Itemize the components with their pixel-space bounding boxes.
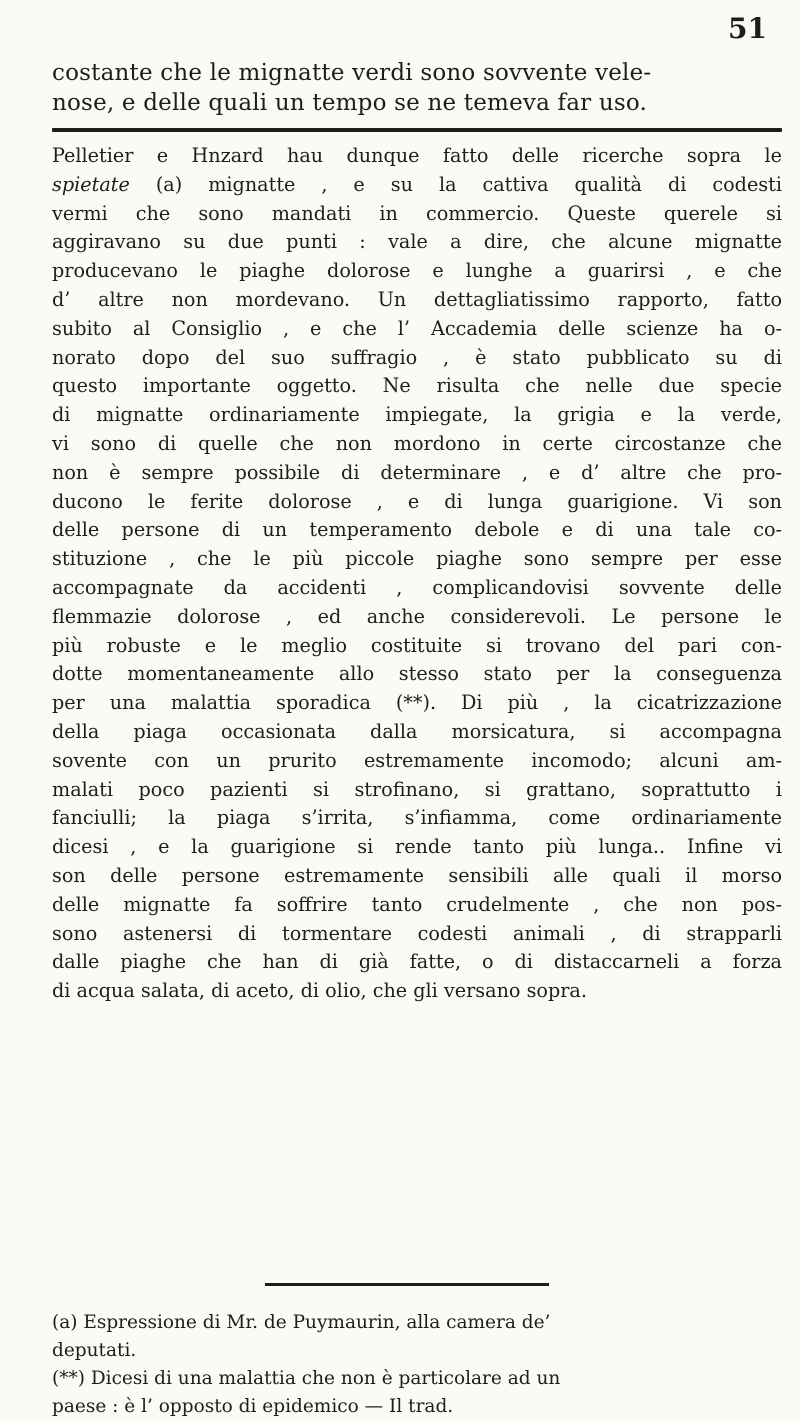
body-line: sono astenersi di tormentare codesti animali , di strapparli bbox=[52, 921, 782, 945]
emphasized-word: spietate bbox=[52, 172, 130, 196]
footnote-line: paese : è l’ opposto di epidemico — Il trad. bbox=[52, 1396, 454, 1417]
body-line: dicesi , e la guarigione si rende tanto più lunga.. Infine vi bbox=[52, 835, 782, 859]
footnotes bbox=[52, 1309, 782, 1421]
body-line: malati poco pazienti si strofinano, si grattano, soprattutto i bbox=[52, 777, 782, 801]
footnote-line: deputati. bbox=[52, 1340, 137, 1361]
section-divider bbox=[52, 128, 782, 132]
footnote-divider bbox=[265, 1283, 549, 1286]
body-line: Pelletier e Hnzard hau dunque fatto delle ricerche sopra le bbox=[52, 144, 782, 167]
body-line: dalle piaghe che han di già fatte, o di distaccarneli a forza bbox=[52, 950, 782, 974]
body-line: flemmazie dolorose , ed anche considerevoli. Le persone le bbox=[52, 604, 782, 628]
body-line: ducono le ferite dolorose , e di lunga guarigione. Vi son bbox=[52, 489, 782, 513]
body-line: della piaga occasionata dalla morsicatura, si accompagna bbox=[52, 719, 782, 743]
intro-paragraph bbox=[52, 58, 782, 118]
body-line: accompagnate da accidenti , complicandovisi sovvente delle bbox=[52, 575, 782, 599]
body-line: producevano le piaghe dolorose e lunghe a guarirsi , e che bbox=[52, 259, 782, 283]
body-line: delle persone di un temperamento debole e di una tale co- bbox=[52, 518, 782, 542]
intro-line: nose, e delle quali un tempo se ne temeva far uso. bbox=[52, 90, 647, 116]
body-line: vi sono di quelle che non mordono in certe circostanze che bbox=[52, 431, 782, 455]
body-line: sovente con un prurito estremamente incomodo; alcuni am- bbox=[52, 748, 782, 772]
footnote-line: (**) Dicesi di una malattia che non è particolare ad un bbox=[52, 1368, 561, 1389]
main-paragraph bbox=[52, 142, 782, 1006]
body-line: di mignatte ordinariamente impiegate, la grigia e la verde, bbox=[52, 403, 782, 427]
body-line: norato dopo del suo suffragio , è stato pubblicato su di bbox=[52, 345, 782, 369]
footnote-line: (a) Espressione di Mr. de Puymaurin, alla camera de’ bbox=[52, 1312, 551, 1333]
body-line: fanciulli; la piaga s’irrita, s’infiamma, come ordinariamente bbox=[52, 806, 782, 830]
body-line: di acqua salata, di aceto, di olio, che gli versano sopra. bbox=[52, 979, 587, 1003]
body-line: subito al Consiglio , e che l’ Accademia delle scienze ha o- bbox=[52, 316, 782, 340]
body-line: questo importante oggetto. Ne risulta che nelle due specie bbox=[52, 374, 782, 398]
body-line: d’ altre non mordevano. Un dettagliatissimo rapporto, fatto bbox=[52, 287, 782, 311]
body-line: spietate (a) mignatte , e su la cattiva qualità di codesti bbox=[52, 172, 782, 196]
body-line: non è sempre possibile di determinare , e d’ altre che pro- bbox=[52, 460, 782, 484]
body-line: delle mignatte fa soffrire tanto crudelmente , che non pos- bbox=[52, 892, 782, 916]
body-line: son delle persone estremamente sensibili alle quali il morso bbox=[52, 863, 782, 887]
body-line: per una malattia sporadica (**). Di più , la cicatrizzazione bbox=[52, 691, 782, 715]
page-number: 51 bbox=[728, 12, 767, 45]
body-line: più robuste e le meglio costituite si trovano del pari con- bbox=[52, 633, 782, 657]
body-line: stituzione , che le più piccole piaghe sono sempre per esse bbox=[52, 547, 782, 571]
body-line: aggiravano su due punti : vale a dire, che alcune mignatte bbox=[52, 230, 782, 254]
body-line: dotte momentaneamente allo stesso stato per la conseguenza bbox=[52, 662, 782, 686]
intro-line: costante che le mignatte verdi sono sovvente vele- bbox=[52, 60, 652, 86]
body-line: vermi che sono mandati in commercio. Queste querele si bbox=[52, 201, 782, 225]
